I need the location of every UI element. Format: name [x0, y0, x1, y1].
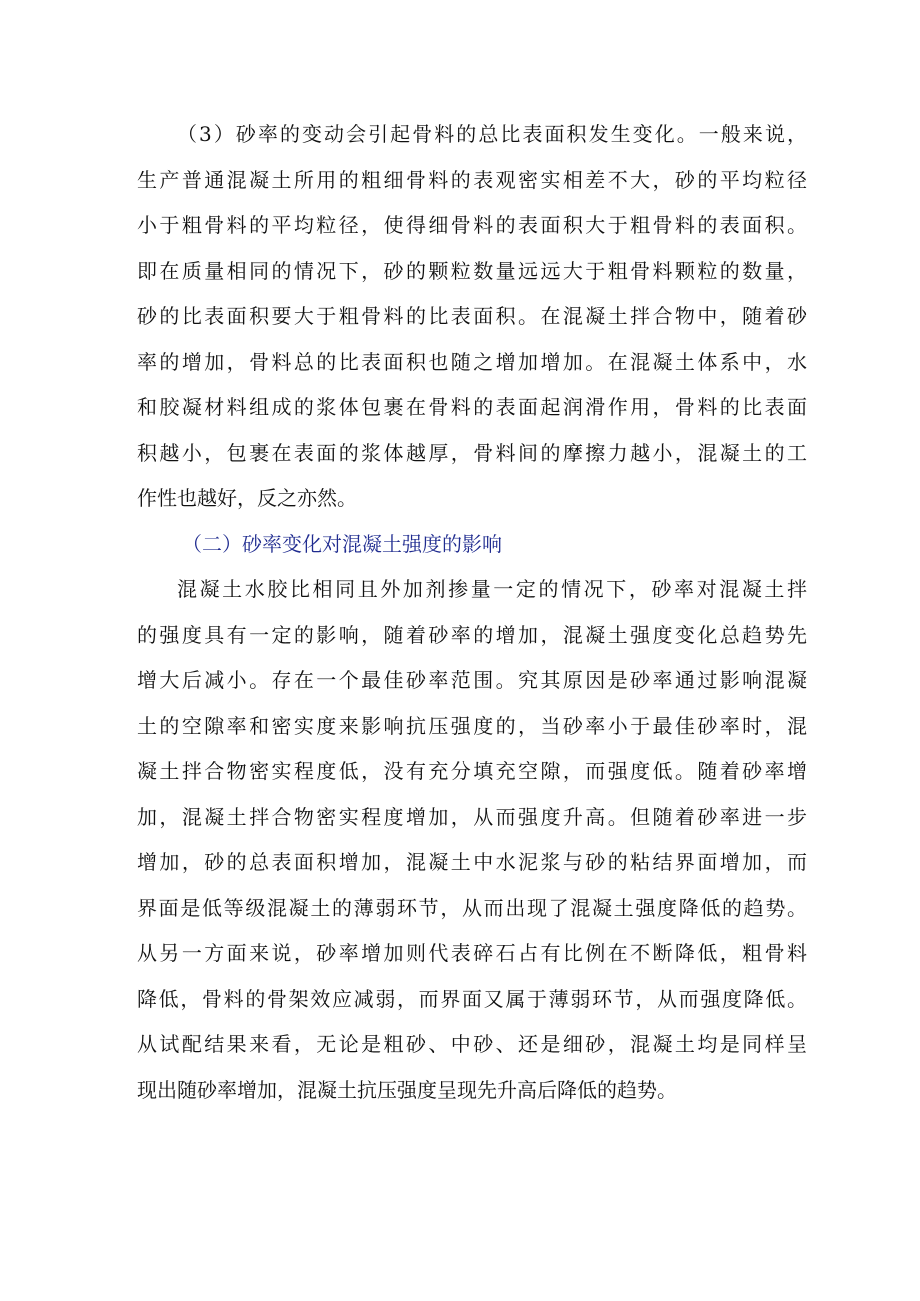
- paragraph-2-line-12: 现出随砂率增加，混凝土抗压强度呈现先升高后降低的趋势。: [137, 1077, 677, 1102]
- paragraph-2-line-4: 土的空隙率和密实度来影响抗压强度的，当砂率小于最佳砂率时，混: [137, 713, 807, 738]
- paragraph-2-line-2: 的强度具有一定的影响，随着砂率的增加，混凝土强度变化总趋势先: [137, 622, 807, 647]
- paragraph-2-line-6: 加，混凝土拌合物密实程度增加，从而强度升高。但随着砂率进一步: [137, 804, 807, 829]
- paragraph-2-line-8: 界面是低等级混凝土的薄弱环节，从而出现了混凝土强度降低的趋势。: [137, 895, 807, 920]
- paragraph-1-line-2: 生产普通混凝土所用的粗细骨料的表观密实相差不大，砂的平均粒径: [137, 167, 807, 192]
- paragraph-1-line-6: 率的增加，骨料总的比表面积也随之增加增加。在混凝土体系中，水: [137, 349, 807, 374]
- paragraph-1-line-1: （3）砂率的变动会引起骨料的总比表面积发生变化。一般来说，: [177, 122, 807, 146]
- paragraph-2-line-7: 增加，砂的总表面积增加，混凝土中水泥浆与砂的粘结界面增加，而: [137, 850, 807, 874]
- paragraph-1-line-5: 砂的比表面积要大于粗骨料的比表面积。在混凝土拌合物中，随着砂: [137, 304, 807, 328]
- paragraph-2-line-1: 混凝土水胶比相同且外加剂掺量一定的情况下，砂率对混凝土拌: [177, 577, 807, 601]
- paragraph-2-line-3: 增大后减小。存在一个最佳砂率范围。究其原因是砂率通过影响混凝: [137, 668, 807, 692]
- paragraph-1-line-7: 和胶凝材料组成的浆体包裹在骨料的表面起润滑作用，骨料的比表面: [137, 395, 807, 419]
- paragraph-1-line-8: 积越小，包裹在表面的浆体越厚，骨料间的摩擦力越小，混凝土的工: [137, 440, 807, 465]
- document-body: [137, 112, 807, 1113]
- paragraph-1-line-4: 即在质量相同的情况下，砂的颗粒数量远远大于粗骨料颗粒的数量，: [137, 258, 807, 283]
- paragraph-1-line-9: 作性也越好，反之亦然。: [137, 486, 357, 510]
- paragraph-2-line-11: 从试配结果来看，无论是粗砂、中砂、还是细砂，混凝土均是同样呈: [137, 1032, 807, 1056]
- paragraph-2-line-9: 从另一方面来说，砂率增加则代表碎石占有比例在不断降低，粗骨料: [137, 941, 807, 965]
- paragraph-1-line-3: 小于粗骨料的平均粒径，使得细骨料的表面积大于粗骨料的表面积。: [137, 213, 807, 237]
- section-heading: （二）砂率变化对混凝土强度的影响: [182, 531, 502, 556]
- paragraph-2-line-10: 降低，骨料的骨架效应减弱，而界面又属于薄弱环节，从而强度降低。: [137, 986, 807, 1011]
- paragraph-2-line-5: 凝土拌合物密实程度低，没有充分填充空隙，而强度低。随着砂率增: [137, 759, 807, 783]
